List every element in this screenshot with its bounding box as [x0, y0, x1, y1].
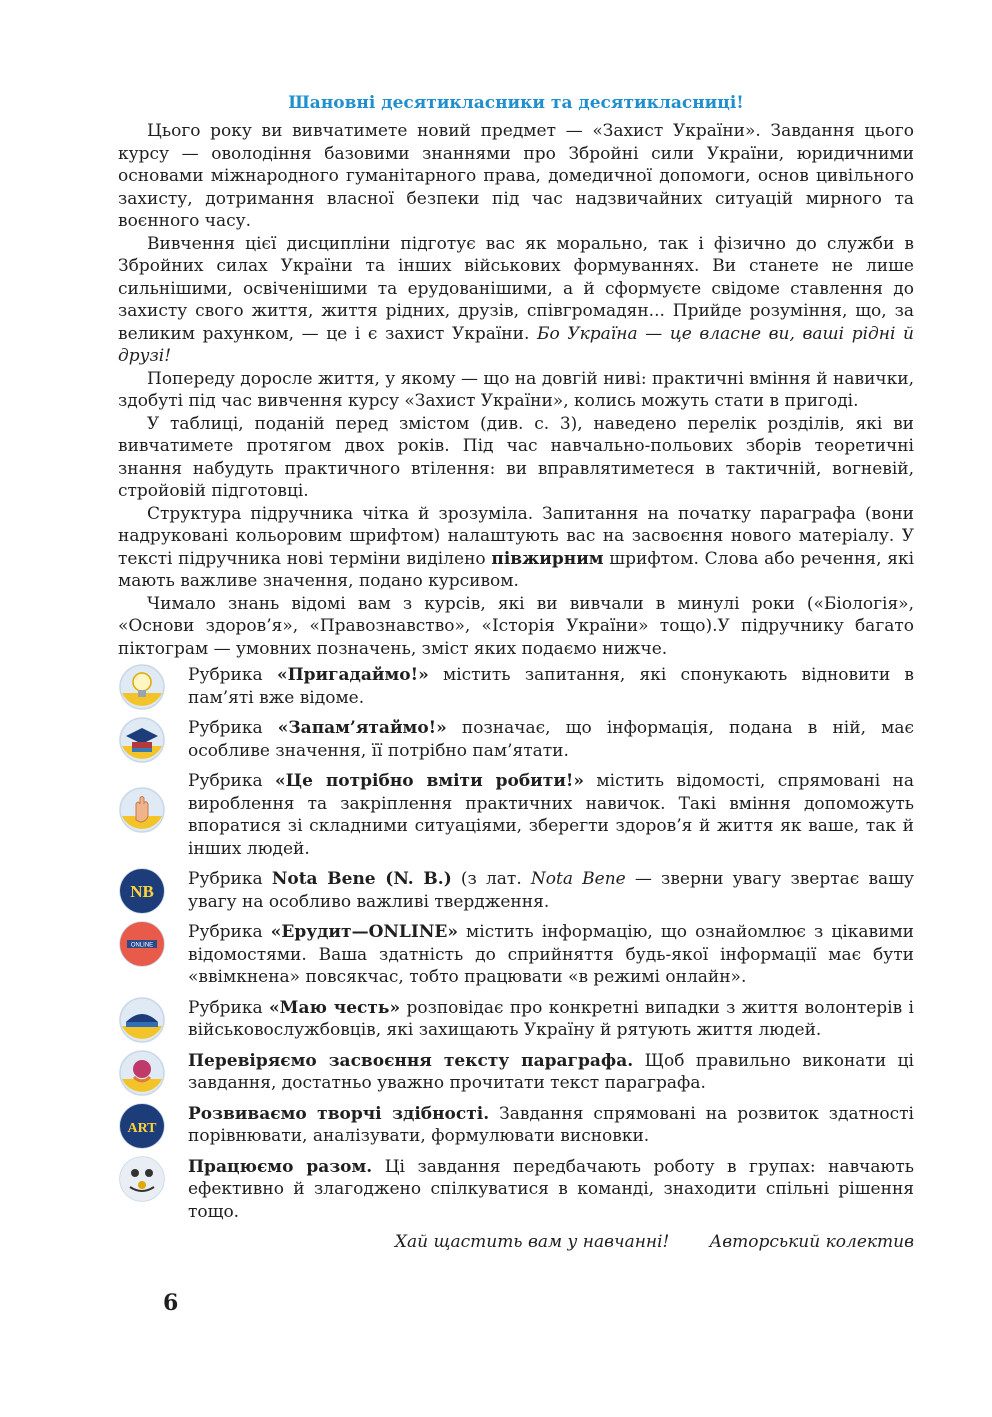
honor-icon: [118, 996, 166, 1044]
rubric-prefix: Рубрика: [188, 665, 277, 685]
rubric-item: [118, 1050, 914, 1095]
rubric-prefix: Рубрика: [188, 869, 272, 889]
rubric-text: [188, 770, 914, 860]
lightbulb-icon: [118, 663, 166, 711]
paragraph-text: шрифтом. Слова або речення, які мають важливе значення, подано курсивом.: [118, 548, 914, 591]
page-heading: Шановні десятикласники та десятикласниці!: [288, 93, 744, 113]
brain-icon: [118, 1049, 166, 1097]
signoff: [118, 1231, 914, 1253]
rubric-text: [188, 664, 914, 709]
rubric-title: «Це потрібно вміти робити!»: [275, 771, 585, 791]
rubric-description: (з лат.: [451, 869, 531, 889]
teamwork-icon: [118, 1155, 166, 1203]
rubric-prefix: Рубрика: [188, 922, 271, 942]
rubric-text: [188, 1156, 914, 1224]
rubric-description: Ці завдання передбачають роботу в групах: навчають ефективно й злагоджено спілкуватися в команді, знаходити спільні рішення тощо.: [188, 1156, 914, 1222]
rubric-text: [188, 997, 914, 1042]
paragraph: Цього року ви вивчатимете новий предмет — «Захист України». Завдання цього курсу — оволодіння базовими знаннями про Збройні сили України, юридичними основами міжнародного гуманітарного права, домедичної допомоги, основ цивільного захисту, дотримання власної безпеки під час надзвичайних ситуацій мирного та воєнного часу.: [118, 121, 914, 231]
paragraph: У таблиці, поданій перед змістом (див. с. 3), наведено перелік розділів, які ви вивчатимете протягом двох років. Під час навчально-польових зборів теоретичні знання набудуть практичного втілення: ви вправлятиметеся в тактичній, вогневій, стройовій підготовці.: [118, 413, 914, 501]
rubric-item: [118, 717, 914, 762]
rubric-list: [118, 664, 914, 1223]
paragraph: Попереду доросле життя, у якому — що на довгій ниві: практичні вміння й навички, здобуті під час вивчення курсу «Захист України», колись можуть стати в пригоді.: [118, 368, 914, 411]
rubric-title: Nota Bene (N. B.): [271, 869, 452, 889]
paragraph: [118, 503, 914, 593]
rubric-title: «Маю честь»: [269, 997, 401, 1018]
rubric-text: [188, 1050, 914, 1095]
hand-icon: [118, 786, 166, 834]
rubric-text: [188, 1103, 914, 1148]
rubric-description: розповідає про конкретні випадки з життя волонтерів і військовослужбовців, які захищають Україну й рятують життя людей.: [188, 997, 914, 1040]
paragraph: [118, 233, 914, 368]
rubric-text: [188, 868, 914, 913]
rubric-title: «Пригадаймо!»: [276, 665, 429, 685]
paragraph: Чимало знань відомі вам з курсів, які ви вивчали в минулі роки («Біологія», «Основи здоров’я», «Правознавство», «Історія України» тощо).У підручнику багато піктограм — умовних позначень, зміст яких подаємо нижче.: [118, 593, 914, 659]
signoff-wish: Хай щастить вам у навчанні!: [394, 1232, 670, 1252]
graduation-cap-icon: [118, 716, 166, 764]
rubric-description: — зверни увагу звертає вашу увагу на особливо важливі твердження.: [188, 869, 914, 912]
paragraph-bold: півжирним: [491, 548, 604, 569]
rubric-item: [118, 1103, 914, 1148]
rubric-title: Розвиваємо творчі здібності.: [188, 1103, 490, 1124]
svg-text:NB: NB: [130, 882, 154, 901]
rubric-item: [118, 770, 914, 860]
rubric-description: Щоб правильно виконати ці завдання, достатньо уважно прочитати текст параграфа.: [188, 1050, 914, 1093]
art-icon: [118, 1102, 166, 1150]
intro-text: [118, 120, 914, 660]
rubric-description: містить запитання, які спонукають відновити в пам’яті вже відоме.: [188, 665, 914, 708]
paragraph-italic: Бо Україна — це власне ви, ваші рідні й друзі!: [118, 323, 914, 366]
online-icon: [118, 920, 166, 968]
page-number: 6: [163, 1290, 179, 1316]
rubric-description: позначає, що інформація, подана в ній, має особливе значення, її потрібно пам’ятати.: [188, 718, 914, 761]
rubric-item: [118, 868, 914, 913]
rubric-title: Перевіряємо засвоєння тексту параграфа.: [188, 1050, 634, 1071]
rubric-italic: Nota Bene: [530, 869, 626, 889]
rubric-title: «Запам’ятаймо!»: [277, 718, 447, 738]
signoff-authors: Авторський колектив: [709, 1232, 914, 1252]
svg-text:ONLINE: ONLINE: [130, 942, 154, 949]
rubric-prefix: Рубрика: [188, 771, 276, 791]
rubric-prefix: Рубрика: [188, 718, 278, 738]
rubric-title: Працюємо разом.: [188, 1156, 373, 1177]
rubric-item: [118, 921, 914, 989]
rubric-description: Завдання спрямовані на розвиток здатності порівнювати, аналізувати, формулювати висновки.: [188, 1103, 914, 1146]
nb-icon: [118, 867, 166, 915]
rubric-title: «Ерудит—ONLINE»: [270, 922, 458, 942]
svg-text:ART: ART: [127, 1120, 157, 1136]
rubric-text: [188, 717, 914, 762]
rubric-item: [118, 1156, 914, 1224]
page-content: [118, 92, 914, 1253]
rubric-prefix: Рубрика: [188, 997, 270, 1018]
rubric-item: [118, 997, 914, 1042]
paragraph-text: Структура підручника чітка й зрозуміла. Запитання на початку параграфа (вони надруковані кольоровим шрифтом) налаштують вас на засвоєння нового матеріалу. У тексті підручника нові терміни виділено: [118, 503, 914, 569]
rubric-description: містить інформацію, що ознайомлює з цікавими відомостями. Ваша здатність до сприйняття будь-якої інформації має бути «ввімкнена» повсякчас, тобто працювати «в режимі онлайн».: [188, 922, 914, 987]
rubric-text: [188, 921, 914, 989]
rubric-description: містить відомості, спрямовані на вироблення та закріплення практичних навичок. Такі вміння допоможуть впоратися зі складними ситуаціями, зберегти здоров’я й життя як ваше, так й інших людей.: [188, 771, 914, 859]
rubric-item: [118, 664, 914, 709]
paragraph-text: Вивчення цієї дисципліни підготує вас як морально, так і фізично до служби в Збройних силах України та інших військових формуваннях. Ви станете не лише сильнішими, освіченішими та ерудованішими, а й сформуєте свідоме ставлення до захисту свого життя, життя рідних, друзів, співгромадян... Прийде розуміння, що, за великим рахунком, — це і є захист України.: [118, 233, 914, 344]
